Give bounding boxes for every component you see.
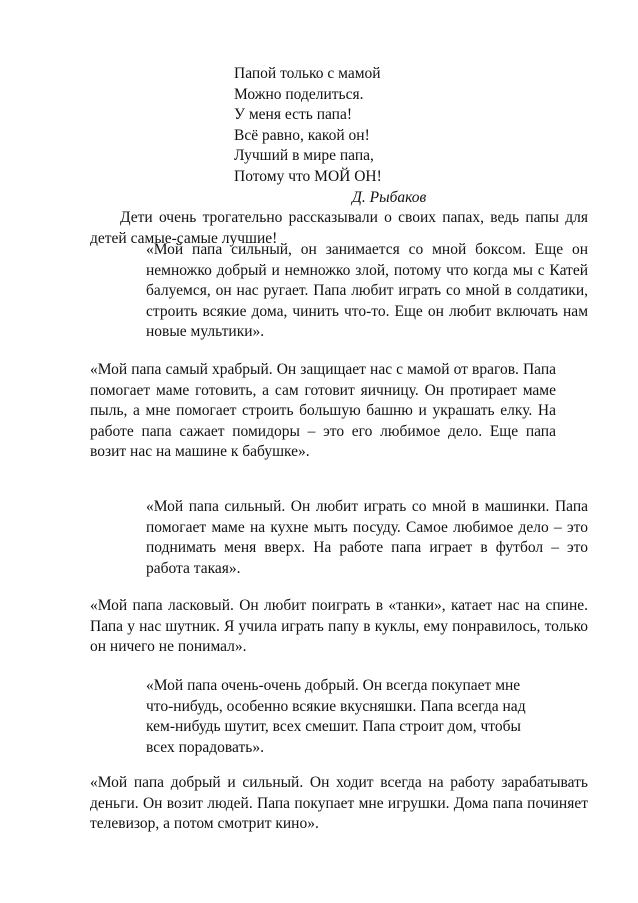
poem-line: Папой только с мамой bbox=[234, 65, 381, 82]
quote-paragraph: «Мой папа очень-очень добрый. Он всегда покупает мне что-нибудь, особенно всякие вкусняшки. Папа всегда над кем-нибудь шутит, всех смешит. Папа строит дом, чтобы всех порадовать». bbox=[146, 677, 526, 756]
quote-paragraph: «Мой папа самый храбрый. Он защищает нас с мамой от врагов. Папа помогает маме готовить, а сам готовит яичницу. Он протирает маме пыль, а мне помогает строить большую башню и украшать елку. На работе папа сажает помидоры – это его любимое дело. Еще папа возит нас на машине к бабушке». bbox=[90, 361, 556, 461]
poem-line: Потому что МОЙ ОН! bbox=[234, 167, 382, 185]
poem bbox=[234, 64, 534, 188]
poem-line: Всё равно, какой он! bbox=[234, 126, 370, 144]
poem-line: У меня есть папа! bbox=[234, 106, 353, 124]
poem-line: Можно поделиться. bbox=[234, 85, 364, 103]
poem-author: Д. Рыбаков bbox=[352, 189, 427, 206]
intro-paragraph: Дети очень трогательно рассказывали о своих папах, ведь папы для детей самые-самые лучшие! bbox=[90, 209, 588, 247]
quote-paragraph: «Мой папа добрый и сильный. Он ходит всегда на работу зарабатывать деньги. Он возит людей. Папа покупает мне игрушки. Дома папа починяет телевизор, а потом смотрит кино». bbox=[90, 774, 588, 833]
quote-paragraph: «Мой папа сильный. Он любит играть со мной в машинки. Папа помогает маме на кухне мыть посуду. Самое любимое дело – это поднимать меня вверх. На работе папа играет в футбол – это работа такая». bbox=[146, 498, 588, 577]
poem-line: Лучший в мире папа, bbox=[234, 147, 374, 165]
quote-paragraph: «Мой папа сильный, он занимается со мной боксом. Еще он немножко добрый и немножко злой, потому что когда мы с Катей балуемся, он нас ругает. Папа любит играть со мной в солдатики, строить всякие дома, чинить что-то. Еще он любит включать нам новые мультики». bbox=[146, 241, 588, 341]
quote-paragraph: «Мой папа ласковый. Он любит поиграть в «танки», катает нас на спине. Папа у нас шутник. Я учила играть папу в куклы, ему понравилось, только он ничего не понимал». bbox=[90, 597, 588, 656]
